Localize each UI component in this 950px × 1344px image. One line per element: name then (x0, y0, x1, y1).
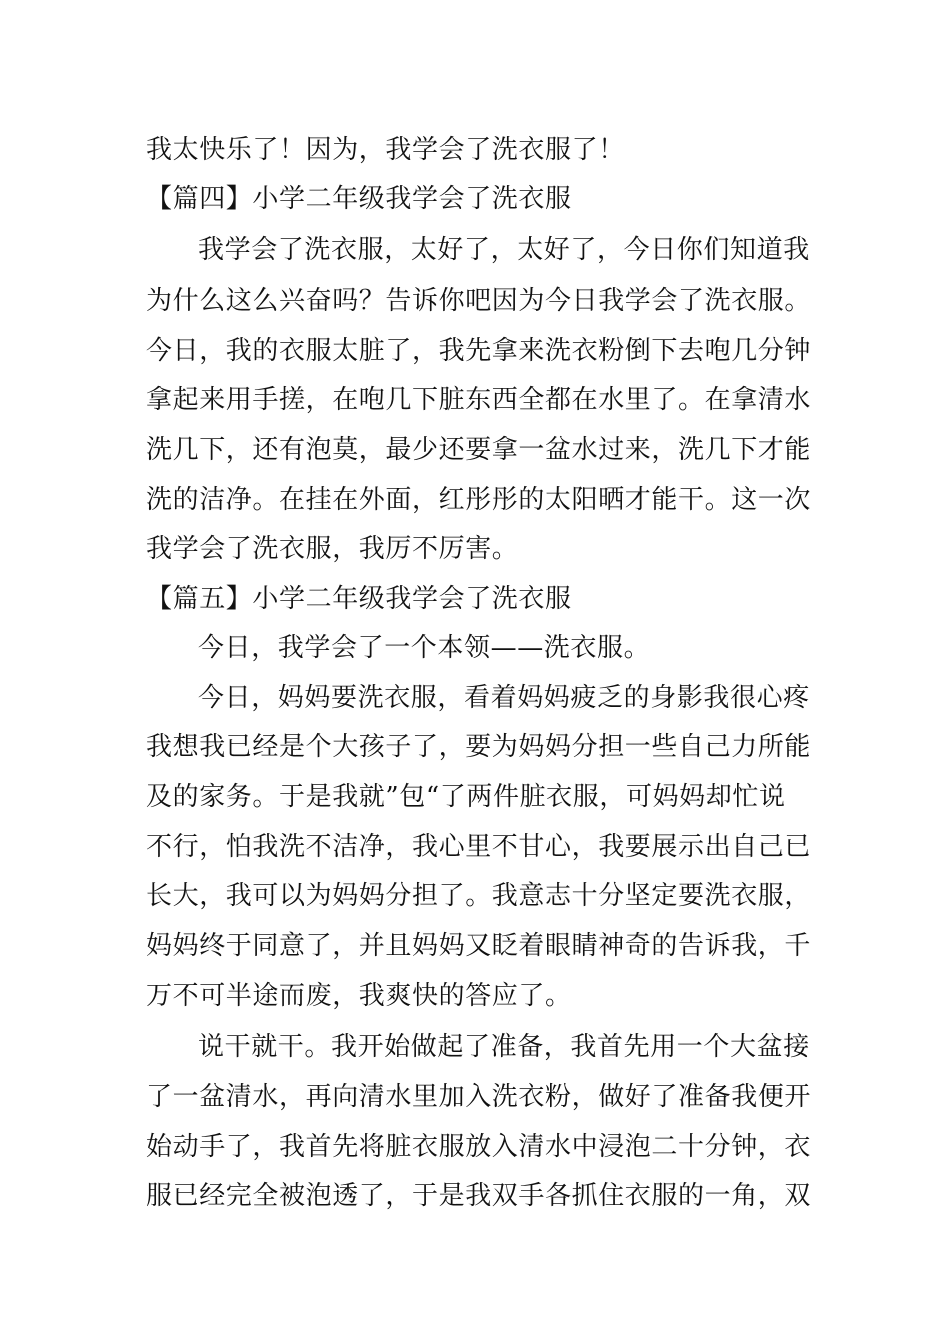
paragraph-line: 为什么这么兴奋吗？告诉你吧因为今日我学会了洗衣服。 (146, 286, 812, 316)
paragraph-line: 今日，我学会了一个本领——洗衣服。 (198, 633, 651, 663)
paragraph-line: 我学会了洗衣服，我厉不厉害。 (146, 534, 519, 564)
section-heading: 【篇五】小学二年级我学会了洗衣服 (146, 584, 572, 614)
paragraph-line: 始动手了，我首先将脏衣服放入清水中浸泡二十分钟，衣 (146, 1132, 812, 1162)
paragraph-line: 拿起来用手搓，在咆几下脏东西全都在水里了。在拿清水 (146, 385, 812, 415)
paragraph-line: 不行，怕我洗不洁净，我心里不甘心，我要展示出自己已 (146, 832, 812, 862)
section-heading: 【篇四】小学二年级我学会了洗衣服 (146, 184, 572, 214)
paragraph-line: 我想我已经是个大孩子了，要为妈妈分担一些自己力所能 (146, 732, 812, 762)
paragraph-line: 长大，我可以为妈妈分担了。我意志十分坚定要洗衣服， (146, 881, 812, 911)
paragraph-line: 洗几下，还有泡莫，最少还要拿一盆水过来，洗几下才能 (146, 435, 812, 465)
paragraph-line: 我学会了洗衣服，太好了，太好了，今日你们知道我 (198, 235, 810, 265)
paragraph-line: 妈妈终于同意了，并且妈妈又眨着眼睛神奇的告诉我，千 (146, 931, 812, 961)
paragraph-line: 服已经完全被泡透了，于是我双手各抓住衣服的一角，双 (146, 1181, 812, 1211)
paragraph-line: 今日，妈妈要洗衣服，看着妈妈疲乏的身影我很心疼 (198, 683, 810, 713)
paragraph-line: 今日，我的衣服太脏了，我先拿来洗衣粉倒下去咆几分钟 (146, 336, 812, 366)
paragraph-line: 万不可半途而废，我爽快的答应了。 (146, 981, 572, 1011)
paragraph-line: 说干就干。我开始做起了准备，我首先用一个大盆接 (198, 1032, 810, 1062)
paragraph-line: 洗的洁净。在挂在外面，红彤彤的太阳晒才能干。这一次 (146, 485, 812, 515)
paragraph-line: 了一盆清水，再向清水里加入洗衣粉，做好了准备我便开 (146, 1082, 812, 1112)
paragraph-line: 我太快乐了！因为，我学会了洗衣服了！ (146, 135, 625, 165)
paragraph-line: 及的家务。于是我就”包“了两件脏衣服，可妈妈却忙说 (146, 782, 786, 812)
